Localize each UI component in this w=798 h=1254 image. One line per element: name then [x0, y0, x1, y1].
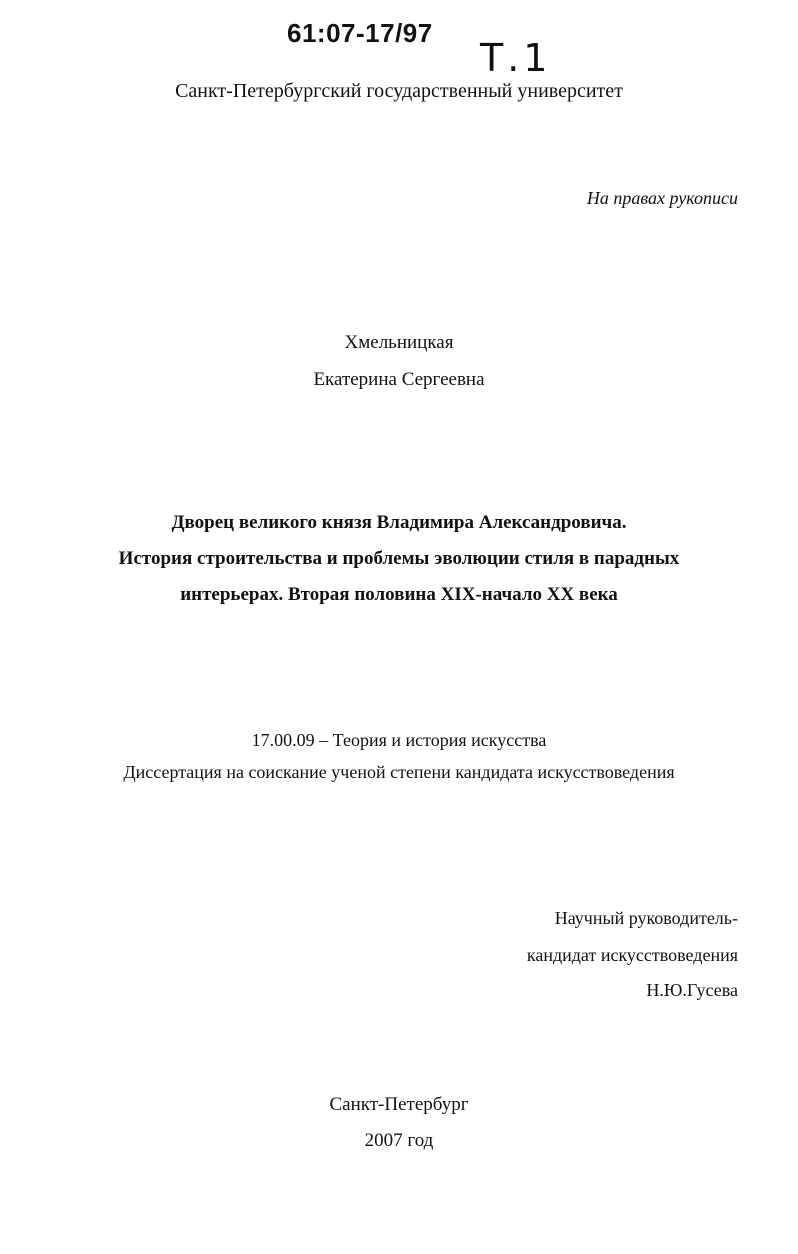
supervisor-degree: кандидат искусствоведения — [526, 945, 738, 965]
author-surname: Хмельницкая — [344, 332, 454, 353]
supervisor-name: Н.Ю.Гусева — [646, 980, 738, 1000]
dissertation-title-line-1: Дворец великого князя Владимира Александровича. — [171, 512, 627, 533]
archive-code-stamp: 61:07-17/97 — [287, 18, 433, 48]
manuscript-rights-note: На правах рукописи — [586, 188, 738, 208]
dissertation-title-line-2: История строительства и проблемы эволюции стиля в парадных — [118, 548, 680, 569]
dissertation-title-line-3: интерьерах. Вторая половина XIX-начало XX века — [180, 584, 618, 605]
university-name: Санкт-Петербургский государственный университет — [175, 80, 623, 102]
handwritten-volume-note: Т.1 — [480, 36, 552, 80]
specialty-code: 17.00.09 – Теория и история искусства — [251, 730, 547, 750]
author-given-names: Екатерина Сергеевна — [313, 369, 485, 390]
supervisor-role: Научный руководитель- — [554, 908, 738, 928]
year: 2007 год — [364, 1130, 434, 1151]
city: Санкт-Петербург — [329, 1094, 469, 1115]
degree-statement: Диссертация на соискание ученой степени кандидата искусствоведения — [123, 762, 675, 782]
